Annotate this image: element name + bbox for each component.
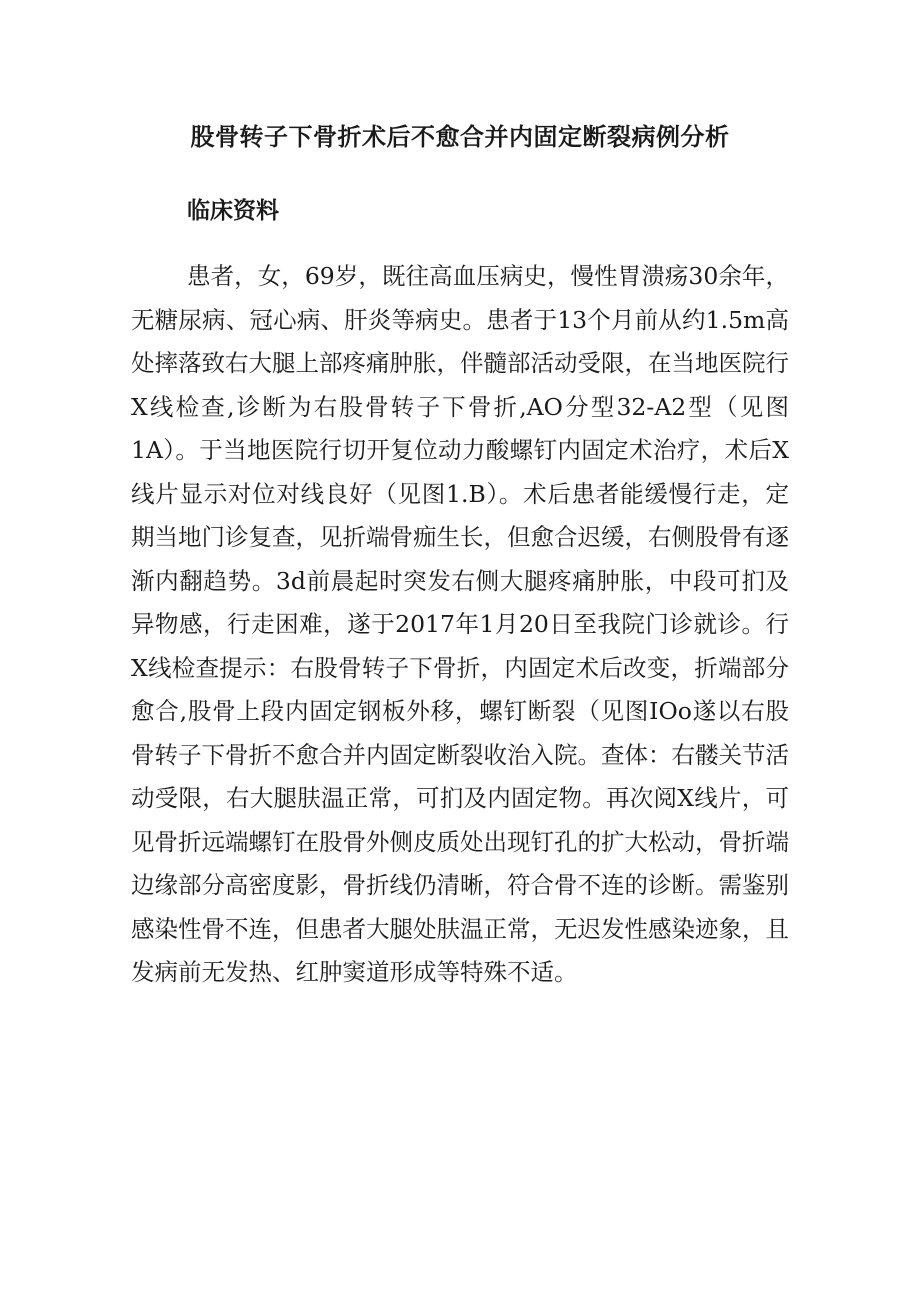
case-description-paragraph: 患者，女，69岁，既往高血压病史，慢性胃溃疡30余年，无糖尿病、冠心病、肝炎等病史。患者于13个月前从约1.5m高处摔落致右大腿上部疼痛肿胀，伴髓部活动受限，在当地医院行X线检查,诊断为右股骨转子下骨折,AO分型32-A2型（见图1A）。于当地医院行切开复位动力酸螺钉内固定术治疗，术后X线片显示对位对线良好（见图1.B）。术后患者能缓慢行走，定期当地门诊复查，见折端骨痂生长，但愈合迟缓，右侧股骨有逐渐内翻趋势。3d前晨起时突发右侧大腿疼痛肿胀，中段可扪及异物感，行走困难，遂于2017年1月20日至我院门诊就诊。行X线检查提示：右股骨转子下骨折，内固定术后改变，折端部分愈合,股骨上段内固定钢板外移，螺钉断裂（见图IOo遂以右股骨转子下骨折不愈合并内固定断裂收治入院。查体：右髅关节活动受限，右大腿肤温正常，可扪及内固定物。再次阅X线片，可见骨折远端螺钉在股骨外侧皮质处出现钉孔的扩大松动，骨折端边缘部分高密度影，骨折线仍清晰，符合骨不连的诊断。需鉴别感染性骨不连，但患者大腿处肤温正常，无迟发性感染迹象，且发病前无发热、红肿窦道形成等特殊不适。 <box>131 262 789 986</box>
section-heading-clinical-data: 临床资料 <box>187 197 279 224</box>
document-title: 股骨转子下骨折术后不愈合并内固定断裂病例分析 <box>190 123 730 151</box>
